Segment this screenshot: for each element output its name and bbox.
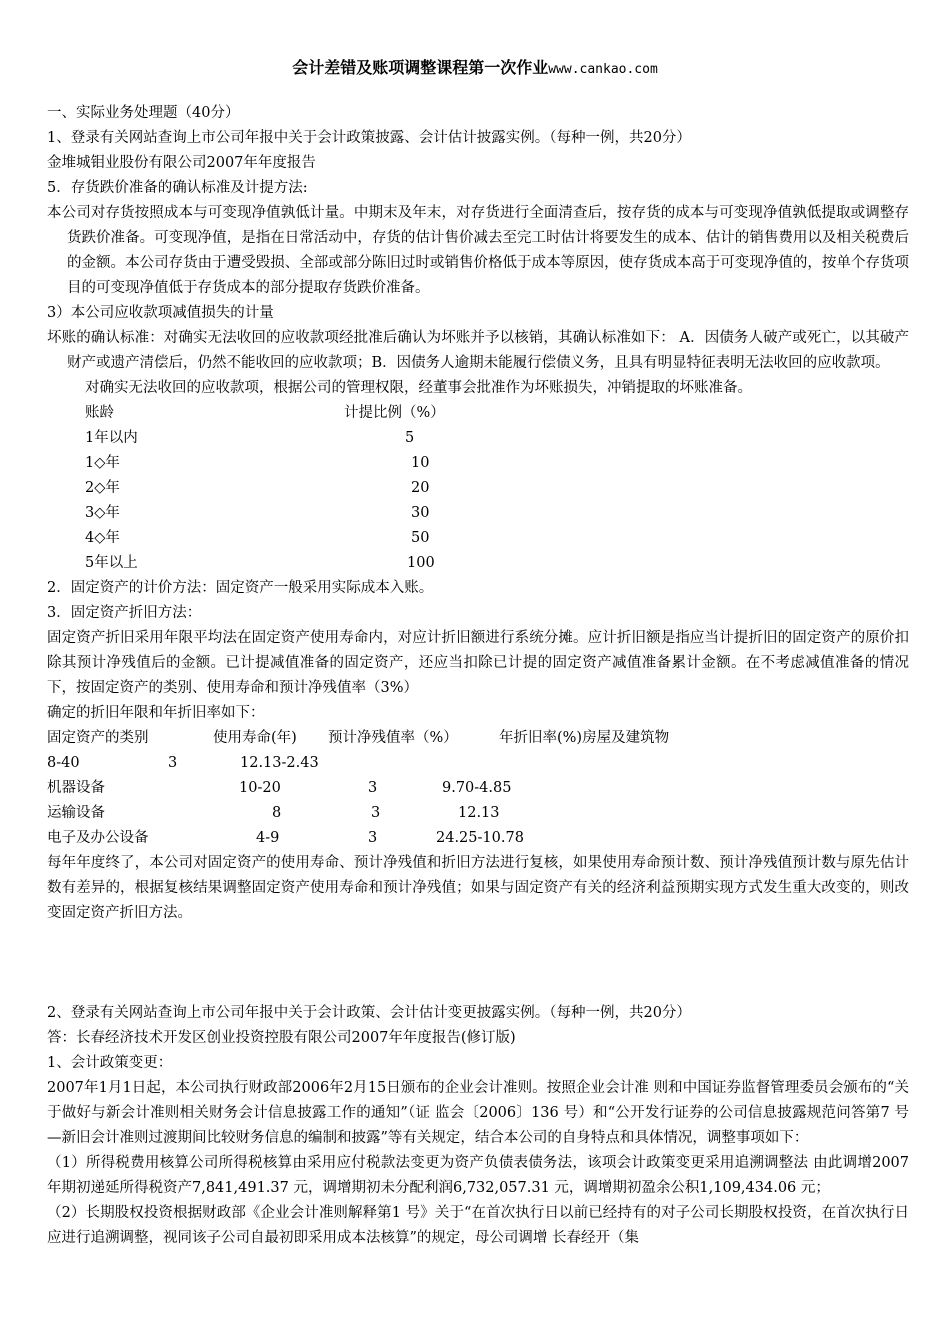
depr-life: 8 xyxy=(272,805,282,821)
policy-change-heading: 1、会计政策变更： xyxy=(47,1055,173,1071)
approval-paragraph: 对确实无法收回的应收款项，根据公司的管理权限，经董事会批准作为坏账损失，冲销提取的坏账准备。 xyxy=(85,380,752,396)
table-row xyxy=(47,426,909,451)
answer-company: 答：长春经济技术开发区创业投资控股有限公司2007年年度报告(修订版) xyxy=(47,1030,516,1046)
table-row xyxy=(47,526,909,551)
table-row xyxy=(47,751,909,776)
aging-table-header xyxy=(47,401,909,426)
aging-rate: 50 xyxy=(411,530,430,546)
question-1: 1、登录有关网站查询上市公司年报中关于会计政策披露、会计估计披露实例。（每种一例，共20分） xyxy=(47,130,691,146)
depr-rate: 9.70-4.85 xyxy=(442,780,512,796)
equity-investment-paragraph: （2）长期股权投资根据财政部《企业会计准则解释第1 号》关于“在首次执行日以前已经持有的对子公司长期股权投资，在首次执行日应进行追溯调整，视同该子公司自最初即采用成本法核算”的规定，母公司调增 长春经开（集 xyxy=(47,1205,909,1246)
receivable-heading: 3）本公司应收款项减值损失的计量 xyxy=(47,305,274,321)
company-name-1: 金堆城钼业股份有限公司2007年年度报告 xyxy=(47,155,316,171)
table-row xyxy=(47,501,909,526)
depr-residual: 12.13-2.43 xyxy=(240,755,319,771)
depr-life: 3 xyxy=(168,755,178,771)
fixed-asset-valuation: 2．固定资产的计价方法：固定资产一般采用实际成本入账。 xyxy=(47,580,434,596)
depr-category: 机器设备 xyxy=(47,780,105,796)
aging-age: 1◇年 xyxy=(85,455,120,471)
document-body xyxy=(47,101,909,1251)
aging-rate: 20 xyxy=(411,480,430,496)
depr-category: 运输设备 xyxy=(47,805,105,821)
review-paragraph: 每年年度终了，本公司对固定资产的使用寿命、预计净残值和折旧方法进行复核，如果使用寿命预计数、预计净残值预计数与原先估计数有差异的，根据复核结果调整固定资产使用寿命和预计净残值；如果与固定资产有关的经济利益预期实现方式发生重大改变的，则改变固定资产折旧方法。 xyxy=(47,855,909,921)
aging-age: 3◇年 xyxy=(85,505,120,521)
document-title-line xyxy=(0,55,950,78)
section-heading: 一、实际业务处理题（40分） xyxy=(47,105,240,121)
depr-category: 电子及办公设备 xyxy=(47,830,149,846)
depr-rate: 12.13 xyxy=(458,805,500,821)
depr-header-residual: 预计净残值率（%） xyxy=(328,730,458,746)
depreciation-table-header xyxy=(47,726,909,751)
depr-header-life: 使用寿命(年) xyxy=(213,730,297,746)
depr-residual: 3 xyxy=(371,805,381,821)
aging-age: 4◇年 xyxy=(85,530,120,546)
depreciation-table xyxy=(47,726,909,851)
aging-header-rate: 计提比例（%） xyxy=(344,405,445,421)
aging-age: 5年以上 xyxy=(85,555,138,571)
item-5-heading: 5．存货跌价准备的确认标准及计提方法: xyxy=(47,180,308,196)
table-row xyxy=(47,826,909,851)
depr-category: 8-40 xyxy=(47,755,80,771)
table-row xyxy=(47,476,909,501)
aging-rate: 100 xyxy=(407,555,435,571)
aging-header-age: 账龄 xyxy=(85,405,114,421)
bad-debt-paragraph: 坏账的确认标准：对确实无法收回的应收款项经批准后确认为坏账并予以核销，其确认标准如下： A．因债务人破产或死亡，以其破产财产或遗产清偿后，仍然不能收回的应收款项；B．因债务人逾期未能履行偿债义务，且具有明显特征表明无法收回的应收款项。 xyxy=(47,330,909,371)
aging-age: 2◇年 xyxy=(85,480,120,496)
table-row xyxy=(47,551,909,576)
table-row xyxy=(47,801,909,826)
depr-life: 10-20 xyxy=(239,780,281,796)
depreciation-heading: 3．固定资产折旧方法： xyxy=(47,605,202,621)
depr-life: 4-9 xyxy=(256,830,280,846)
policy-paragraph: 2007年1月1日起，本公司执行财政部2006年2月15日颁布的企业会计准则。按照企业会计准 则和中国证券监督管理委员会颁布的“关于做好与新会计准则相关财务会计信息披露工作的通知”（证 监会〔2006〕136 号）和“公开发行证券的公司信息披露规范问答第7 号—新旧会计准则过渡期间比较财务信息的编制和披露”等有关规定，结合本公司的自身特点和具体情况，调整事项如下： xyxy=(47,1080,909,1146)
title-url: www.cankao.com xyxy=(548,62,658,77)
aging-rate: 5 xyxy=(405,430,415,446)
depr-rate: 24.25-10.78 xyxy=(436,830,524,846)
depr-residual: 3 xyxy=(368,780,378,796)
depr-header-rate: 年折旧率(%)房屋及建筑物 xyxy=(499,730,670,746)
spacer xyxy=(47,926,909,1001)
aging-rate: 30 xyxy=(411,505,430,521)
depr-residual: 3 xyxy=(368,830,378,846)
inventory-paragraph: 本公司对存货按照成本与可变现净值孰低计量。中期末及年末，对存货进行全面清查后，按存货的成本与可变现净值孰低提取或调整存货跌价准备。可变现净值，是指在日常活动中，存货的估计售价减去至完工时估计将要发生的成本、估计的销售费用以及相关税费后的金额。本公司存货由于遭受毁损、全部或部分陈旧过时或销售价格低于成本等原因，使存货成本高于可变现净值的，按单个存货项目的可变现净值低于存货成本的部分提取存货跌价准备。 xyxy=(47,205,909,296)
table-row xyxy=(47,451,909,476)
table-row xyxy=(47,776,909,801)
depr-header-category: 固定资产的类别 xyxy=(47,730,149,746)
depreciation-paragraph: 固定资产折旧采用年限平均法在固定资产使用寿命内，对应计折旧额进行系统分摊。应计折旧额是指应当计提折旧的固定资产的原价扣除其预计净残值后的金额。已计提减值准备的固定资产，还应当扣除已计提的固定资产减值准备累计金额。在不考虑减值准备的情况下，按固定资产的类别、使用寿命和预计净残值率（3%） xyxy=(47,630,909,696)
aging-age: 1年以内 xyxy=(85,430,138,446)
aging-rate: 10 xyxy=(411,455,430,471)
document-title: 会计差错及账项调整课程第一次作业 xyxy=(292,58,549,77)
income-tax-paragraph: （1）所得税费用核算公司所得税核算由采用应付税款法变更为资产负债表债务法，该项会计政策变更采用追溯调整法 由此调增2007 年期初递延所得税资产7,841,491.37 元，调增期初未分配利润6,732,057.31 元，调增期初盈余公积1,109,434.06 元； xyxy=(47,1155,909,1196)
confirm-line: 确定的折旧年限和年折旧率如下： xyxy=(47,705,265,721)
question-2: 2、登录有关网站查询上市公司年报中关于会计政策、会计估计变更披露实例。（每种一例，共20分） xyxy=(47,1005,691,1021)
aging-table xyxy=(47,401,909,576)
